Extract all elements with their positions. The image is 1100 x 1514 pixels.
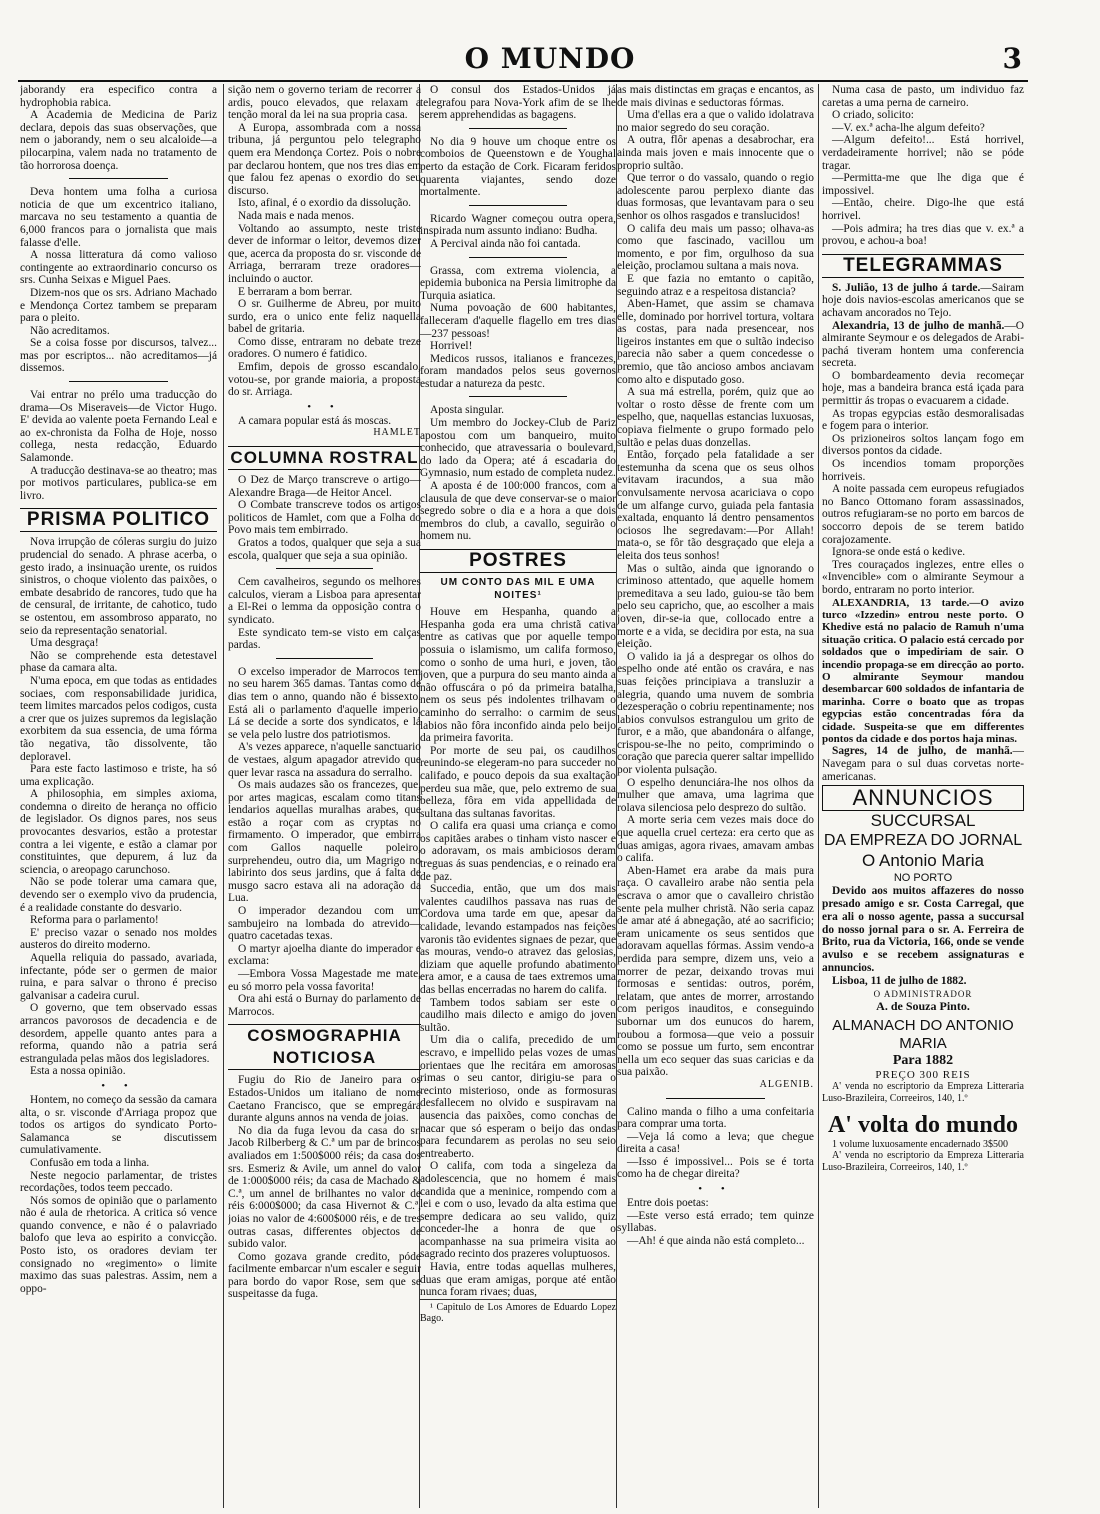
telegram-alexandria-tarde: ALEXANDRIA, 13 tarde.—O avizo turco «Izzedin» entrou neste porto. O Khedive está no palacio de Ramuh n'uma situação critica. O palacio está cercado por soldados que o impediriam de sair. O incendio propaga-se em direcção ao porto. O almirante Seymour mandou desembarcar 600 soldados de infantaria de marinha. Corre o boato que as tropas egypcias estão concentradas fóra da cidade. Suspeita-se que em differentes pontos da cidade e dos portos haja minas. xyxy=(822,596,1024,746)
telegram-heading: Sagres, 14 de julho, de manhã. xyxy=(832,745,1013,758)
paragraph: Fugiu do Rio de Janeiro para os Estados-Unidos um italiano de nome Caetano Francisco, que se empregára durante alguns annos na venda de joias. xyxy=(228,1074,421,1125)
paragraph: Medicos russos, italianos e francezes, foram mandados pelos seus governos estudar a natureza da pestc. xyxy=(420,352,616,390)
paragraph: O imperador dezandou com um sambujeiro na lombada do atrevido—quatro cacetadas texas. xyxy=(228,905,421,943)
ad-almanach-year: Para 1882 xyxy=(892,1052,954,1068)
ad-antonio-maria: O Antonio Maria xyxy=(862,851,984,871)
paragraph: A sua má estrella, porém, quiz que ao voltar o rosto dêsse de frente com um espelho, que, naquellas estancias luxuosas, copiava fielmente o grupo formado pelo sultão e pelas duas donzellas. xyxy=(617,386,814,449)
paragraph: Gratos a todos, qualquer que seja a sua escola, qualquer que seja a sua opinião. xyxy=(228,537,421,562)
separator xyxy=(420,122,616,136)
ad-date: Lisboa, 11 de julho de 1882. xyxy=(832,974,967,987)
paragraph: A noite passada cem europeus refugiados no Banco Ottomano foram assassinados, outros refugiaram-se no porto em barcos de soccorro depois de se terem batido corajozamente. xyxy=(822,483,1024,546)
signature-hamlet: HAMLET xyxy=(373,427,421,439)
paragraph: —Ah! é que ainda não está completo... xyxy=(627,1234,805,1247)
paragraph: Isto, afinal, é o exordio da dissolução. xyxy=(238,197,412,210)
separator xyxy=(228,652,421,666)
paragraph: Que terror o do vassalo, quando o regio adolescente parou perplexo diante das duas formosas, que levantavam para o seu senhor os olhos rasgados e translucidos! xyxy=(617,172,814,222)
section-title-annuncios: ANNUNCIOS xyxy=(822,785,1024,811)
ad-empreza: DA EMPREZA DO JORNAL xyxy=(823,832,1023,850)
paragraph: Um membro do Jockey-Club de Pariz apostou com um banqueiro, muito conhecido, que atravessaria o boulevard, do lado da Opera; até á escadaria do Gymnasio, num estado de completa nudez. xyxy=(420,417,616,480)
paragraph: Deva hontem uma folha a curiosa noticia de que um excentrico italiano, marcava no seu testamento a quantia de 6,000 francos para o jornalista que mais falasse d'elle. xyxy=(20,186,217,249)
ad-almanach-title: ALMANACH DO ANTONIO MARIA xyxy=(832,1016,1014,1052)
paragraph: Uma d'ellas era a que o valido idolatrava no maior segredo do seu coração. xyxy=(617,109,814,134)
paragraph: E que fazia no emtanto o capitão, seguindo atraz e a respeitosa distancia? xyxy=(617,272,814,298)
paragraph: Confusão em toda a linha. xyxy=(30,1156,150,1169)
paragraph: A aposta é de 100:000 francos, com a clausula de que deve conservar-se o maior segredo sobre o dia e a hora a que dois membros do club, a cavallo, seguirão o homem nu. xyxy=(420,480,616,543)
ad-role: O ADMINISTRADOR xyxy=(873,988,973,999)
telegram-body: —Navegam para o sul duas corvetas norte-americanas. xyxy=(822,745,1024,783)
paragraph: A traducção destinava-se ao theatro; mas por motivos particulares, publica-se em livro. xyxy=(20,464,217,502)
paragraph: A camara popular está ás moscas. xyxy=(238,414,392,427)
paragraph: A philosophia, em simples axioma, condemna o direito de herança no officio de legislador. Os dignos pares, nos seus provocantes desvarios, estão a protestar contra a lei vigente, e estão a clamar por constituintes, que depurem, á luz da sciencia, o areopago carunchoso. xyxy=(20,788,217,876)
paragraph: Não acreditamos. xyxy=(30,324,110,337)
newspaper-title: O MUNDO xyxy=(464,42,636,75)
paragraph: Houve em Hespanha, quando a Hespanha goda era uma christã cativa entre as cativas que por aquelle tempo possuia o islamismo, um califa formoso, como o sonho de uma huri, e joven, tão joven, que a purpura do seu manto ainda a não offuscára o pó da primeira batalha, nem os seus pés indolentes trilhavam o caminho do serralho: o carmim de seus labios não fôra inconfido ainda pelo beijo da primeira favorita. xyxy=(420,606,616,745)
ad-volta-do-mundo-title: A' volta do mundo xyxy=(827,1111,1019,1138)
paragraph: Os prizioneiros soltos lançam fogo em diversos pontos da cidade. xyxy=(822,432,1024,458)
paragraph: O sr. Guilherme de Abreu, por muito surdo, era o unico ente feliz naquella babel de gritaria. xyxy=(228,298,421,336)
column-2 xyxy=(228,84,421,1504)
paragraph: A Academia de Medicina de Pariz declara, depois das suas observações, que nem o jaborandy, nem o seu alcaloide—a pilocarpina, valem nada no tratamento de tão horrorosa doença. xyxy=(20,109,217,172)
paragraph: A morte seria cem vezes mais doce do que aquella cruel certeza: era certo que as duas amigas, agora rivaes, amavam ambas o califa. xyxy=(617,814,814,865)
paragraph: Neste negocio parlamentar, de tristes recordações, todos teem peccado. xyxy=(20,1169,217,1195)
paragraph: Como gozava grande credito, póde facilmente embarcar n'um escaler e seguir para bordo do vapor Rose, sem que se suspeitasse da fuga. xyxy=(228,1250,421,1301)
masthead-rule xyxy=(18,80,1028,82)
paragraph: Ricardo Wagner começou outra opera, inspirada num assunto indiano: Budha. xyxy=(420,212,616,238)
paragraph: O espelho denunciára-lhe nos olhos da mulher que amava, uma lagrima que rolava silenciosa pelo desprezo do sultão. xyxy=(617,776,814,814)
paragraph: Numa povoação de 600 habitantes, falleceram d'aquelle flagello em tres dias—237 pessoas! xyxy=(420,302,616,340)
ad-no-porto: NO PORTO xyxy=(893,872,953,885)
paragraph: E berraram a bom berrar. xyxy=(238,285,353,298)
paragraph: Aquella reliquia do passado, avariada, infectante, póde ser o germen de maior ruina, e para salvar o throno é preciso galvanisar a cadeira curul. xyxy=(20,952,217,1002)
column-divider xyxy=(223,84,224,1508)
paragraph: A's vezes apparece, n'aquelle sanctuario de vestaes, algum apagador atrevido que quer levar rasca na assadura do serralho. xyxy=(228,741,421,779)
paragraph: Ignora-se onde está o kedive. xyxy=(832,546,966,559)
paragraph: O califa deu mais um passo; olhava-as como que fascinado, vacillou um momento, e por fim, orgulhoso da sua eleição, proclamou sultana a mais nova. xyxy=(617,222,814,273)
paragraph: Entre dois poetas: xyxy=(627,1197,709,1210)
paragraph: —Embora Vossa Magestade me mate, eu só morro pela vossa favorita! xyxy=(228,968,421,993)
paragraph: —Isso é impossivel... Pois se é torta como ha de chegar direita? xyxy=(617,1155,814,1181)
paragraph: Para este facto lastimoso e triste, ha só uma explicação. xyxy=(20,763,217,788)
ad-signature: A. de Souza Pinto. xyxy=(876,999,970,1014)
paragraph: Aben-Hamet era arabe da mais pura raça. O cavalleiro arabe não sentia pela escrava o amor que o cavalleiro christão sente pela mulher christã. Não seria capaz de amar até á abnegação, até ao sacrificio; eram unicamente os seus sentidos que adoravam aquellas fórmas. Assim vendo-a perdida para sempre, dizem uns, veio a morrer de pezar, deixando trovas mui formosas e sentidas: outros, porém, relatam, que antes de morrer, arrostando com perigos inauditos, e conseguindo subornar um dos eunucos do harem, roubou a formosa—que veio a possuir como se possue um furto, sem encontrar nella um eco sequer das suas caricias e da sua paixão. xyxy=(617,864,814,1079)
paragraph: O califa, com toda a singeleza da adolescencia, que no homem é mais candida que a meninice, rompendo com a lei e com o uso, levado da alta estima que sempre dedicara ao seu valido, quiz conceder-lhe a honra de que o acompanhasse na sua primeira visita ao sagrado recinto dos prazeres voluptuosos. xyxy=(420,1160,616,1261)
paragraph: A Europa, assombrada com a nossa tribuna, já perguntou pelo telegrapho quem era Mendonça Cortez. Pois o nobre par declarou hontem, que nos tres dias em que falou fez apenas o exordio do seu discurso. xyxy=(228,121,421,197)
separator xyxy=(420,251,616,265)
paragraph: N'uma epoca, em que todas as entidades sociaes, com responsabilidade juridica, teem limites marcados pelos codigos, custa a crer que os juizes supremos da legislação exorbitem da sua essencia, de uma fórma tão negativa, tão dissolvente, tão deploravel. xyxy=(20,674,217,763)
paragraph: Reforma para o parlamento! xyxy=(30,914,159,927)
masthead xyxy=(0,40,1100,76)
paragraph: O Combate transcreve todos os artigos politicos de Hamlet, com que a Folha do Povo mais tem embirrado. xyxy=(228,499,421,537)
paragraph: Havia, entre todas aquellas mulheres, duas que eram amigas, porque até então nunca foram rivaes; duas, xyxy=(420,1261,616,1299)
section-title-columna-rostral: COLUMNA ROSTRAL xyxy=(228,446,421,470)
footnote: ¹ Capitulo de Los Amores de Eduardo Lopez Bago. xyxy=(420,1299,616,1325)
dots-separator: • • xyxy=(307,400,342,413)
paragraph: As tropas egypcias estão desmoralisadas e fogem para o interior. xyxy=(822,407,1024,433)
telegram-body: —Sairam hoje dois navios-escolas americanos que se achavam ancorados no Tejo. xyxy=(822,281,1024,319)
paragraph: Grassa, com extrema violencia, a epidemia bubonica na Persia limitrophe da Turquia asiatica. xyxy=(420,264,616,302)
paragraph: Um dia o califa, precedido de um escravo, e impellido pelas vozes de umas orientaes que lhe recitára em amorosas rimas o seu cantor, dirigiu-se para o recinto misterioso, onde as formosuras desfallecem no olvido e suspiravam na ausencia das paixões, como conchas de nacar que só esperam o beijo das ondas para fecundarem as perolas no seu seio entreaberto. xyxy=(420,1034,616,1160)
column-5 xyxy=(822,84,1024,1504)
separator xyxy=(420,390,616,404)
paragraph: Hontem, no começo da sessão da camara alta, o sr. visconde d'Arriaga propoz que todos os artigos do syndicato Porto-Salamanca se discutissem cumulativamente. xyxy=(20,1093,217,1157)
paragraph: Este syndicato tem-se visto em calças pardas. xyxy=(228,626,421,652)
paragraph: Tres couraçados inglezes, entre elles o «Invencible» com o almirante Seymour a bordo, entraram no porto interior. xyxy=(822,558,1024,596)
paragraph: Por morte de seu pai, os caudilhos reunindo-se elegeram-no para succeder no califado, e pouco depois da sua exaltação perdeu sua mãe, que, pelo extremo de sua belleza, fôra em vida appellidada de sultana das sultanas favoritas. xyxy=(420,744,616,820)
paragraph: Mas o sultão, ainda que ignorando o criminoso attentado, que aquelle homem premeditava a seu lado, guiou-se tão bem pelo seu capricho, que, ao escolher a mais joven, dir-se-ia que, collocado entre a morte e a vida, se decidira por esta, na sua eleição. xyxy=(617,562,814,651)
ad-succursal: SUCCURSAL xyxy=(870,811,976,831)
paragraph: A Percival ainda não foi cantada. xyxy=(430,237,581,250)
paragraph: Ora ahi está o Burnay do parlamento de Marrocos. xyxy=(228,993,421,1018)
paragraph: Esta a nossa opinião. xyxy=(30,1065,126,1078)
paragraph: —Então, cheire. Digo-lhe que está horrivel. xyxy=(822,197,1024,222)
paragraph: O consul dos Estados-Unidos já telegrafou para Nova-York afim de se lhe serem apprehendidas as bagagens. xyxy=(420,84,616,122)
dots-separator: • • xyxy=(101,1079,136,1092)
paragraph: O califa era quasi uma criança e como os capitães arabes o tinham visto nascer e o adoravam, os mais ambiciosos deram treguas ás suas pendencias, e o reinado era de paz. xyxy=(420,820,616,883)
ad-almanach-price: PREÇO 300 REIS xyxy=(875,1068,971,1081)
paragraph: sição nem o governo teriam de recorrer a ardis, pouco elevados, que relaxam a tenção moral da lei na sua propria casa. xyxy=(228,84,421,122)
paragraph: Os incendios tomam proporções horriveis. xyxy=(822,458,1024,483)
paragraph: O Dez de Março transcreve o artigo—Alexandre Braga—de Heitor Ancel. xyxy=(228,474,421,499)
column-divider xyxy=(818,84,819,1508)
paragraph: E' preciso vazar o senado nos moldes austeros do direito moderno. xyxy=(20,926,217,952)
paragraph: —Este verso está errado; tem quinze syllabas. xyxy=(617,1209,814,1235)
ad-almanach-sale: A' venda no escriptorio da Empreza Litteraria Luso-Brazileira, Correeiros, 140, 1.º xyxy=(822,1081,1024,1104)
section-title-postres: POSTRES xyxy=(420,549,616,573)
paragraph: Como disse, entraram no debate treze oradores. O numero é fatidico. xyxy=(228,335,421,361)
separator xyxy=(20,172,217,186)
separator xyxy=(228,562,421,576)
paragraph: Nova irrupção de cóleras surgiu do juizo prudencial do senado. A phrase acerba, o gesto irado, a insinuação urente, os ruidos sinistros, o choque violento das paixões, o embate desabrido de rancores, tudo que ha de censural, de irritante, de cahotico, tudo se ostentou, em assombroso apparato, no seio da representação senatorial. xyxy=(20,536,217,637)
telegram-body: —O almirante Seymour e os delegados de Arabi-pachá tiveram hontem uma conferencia secreta. xyxy=(822,319,1024,370)
paragraph: Uma desgraça! xyxy=(30,637,99,650)
paragraph: —V. ex.ª acha-lhe algum defeito? xyxy=(832,121,985,134)
paragraph: Calino manda o filho a uma confeitaria para comprar uma torta. xyxy=(617,1105,814,1131)
paragraph: —Algum defeito!... Está horrivel, verdadeiramente horrivel; não se póde tragar. xyxy=(822,134,1024,172)
paragraph: Se a coisa fosse por discursos, talvez... mas por escriptos... não acreditamos—já dissemos. xyxy=(20,337,217,375)
section-title-cosmographia-noticiosa: COSMOGRAPHIA NOTICIOSA xyxy=(228,1024,421,1070)
separator xyxy=(420,199,616,213)
ad-volta-volume: 1 volume luxuosamente encadernado 3$500 xyxy=(832,1138,1009,1150)
column-4 xyxy=(617,84,814,1504)
paragraph: O criado, solicito: xyxy=(832,109,914,122)
paragraph: Emfim, depois de grosso escandalo, votou-se, por grande maioria, a proposta do sr. Arriaga. xyxy=(228,361,421,399)
separator xyxy=(617,1092,814,1106)
paragraph: O valido ia já a despregar os olhos do espelho onde até então os cravára, e nas suas feições principiava a transluzir a alegria, quando uma nuvem de sombria dezesperação o cobriu repentinamente; nos labios convulsos estrangulou um grito de furor, e a mão, que abandonára o alfange, crispou-se-lhe no peito, comprimindo o coração que parecia querer saltar impellido por violenta pulsação. xyxy=(617,650,814,777)
ad-body: Devido aos muitos affazeres do nosso presado amigo e sr. Costa Carregal, que era ali o nosso agente, passa a succursal do nosso jornal para o sr. A. Ferreira de Brito, rua da Victoria, 166, onde se vende avulso e se recebem assignaturas e annuncios. xyxy=(822,885,1024,974)
paragraph: Cem cavalheiros, segundo os melhores calculos, vieram a Lisboa para apresentar a El-Rei o lemma da opposição contra o syndicato. xyxy=(228,576,421,626)
paragraph: O excelso imperador de Marrocos tem no seu harem 365 damas. Tantas como de dias tem o anno, quando não é bissexto. Está ali o parlamento d'aquelle imperio. Lá se decide a sorte dos syndicatos, e lá se vela pelo lustre dos patriotismos. xyxy=(228,665,421,741)
paragraph: Vai entrar no prélo uma traducção do drama—Os Miseraveis—de Victor Hugo. E' devida ao valente poeta Fernando Leal e ao ex-chronista da Folha de Hoje, nosso collega, nesta redacção, Eduardo Salamonde. xyxy=(20,389,217,465)
section-title-prisma-politico: PRISMA POLITICO xyxy=(20,508,217,532)
paragraph: A outra, flôr apenas a desabrochar, era ainda mais joven e mais innocente que o proprio sultão. xyxy=(617,134,814,172)
paragraph: as mais distinctas em graças e encantos, as de mais divinas e seductoras fórmas. xyxy=(617,84,814,109)
paragraph: Os mais audazes são os francezes, que, por artes magicas, escalam como titans lendarios aquellas muralhas arabes, que estão a roçar com as cryptas no firmamento. O imperador, que embirra com Gallos naquelle poleiro, surprehendeu, outro dia, um Magrigo no labirinto dos seus jardins, que á falta de musgo sacro estava ali na adoração da Lua. xyxy=(228,779,421,905)
paragraph: —Pois admira; ha tres dias que v. ex.ª a provou, e achou-a boa! xyxy=(822,222,1024,248)
paragraph: O martyr ajoelha diante do imperador e exclama: xyxy=(228,942,421,968)
paragraph: Succedia, então, que um dos mais valentes caudilhos passava nas ruas de Cordova uma tarde em que, apesar da calidade, levando estampados nas feições varonis tão evidentes signaes de pezar, que as mouras, vendo-o atravez das gelosias, diziam que aquelle profundo abatimento era amor, e a causa de taes extremos uma das bellas encerradas no harem do califa. xyxy=(420,883,616,996)
telegram-heading: S. Julião, 13 de julho á tarde. xyxy=(832,281,981,294)
page-number: 3 xyxy=(1002,42,1022,75)
paragraph: Então, forçado pela fatalidade a ser testemunha da scena que os seus olhos evitavam iracundos, a sua mão convulsamente nervosa acariciava o copo de um alfange curvo, guiada pela fantasia exaltada, enquanto lá dentro pensamentos ociosos lhe segredavam:—Por Allah! mata-o, se fôr tão desgraçado que eleja a eleita dos teus sonhos! xyxy=(617,449,814,562)
column-1 xyxy=(20,84,217,1504)
paragraph: Aben-Hamet, que assim se chamava elle, dominado por horrivel tortura, voltara as costas, para nada presencear, nos ligeiros instantes em que o sultão indeciso parecia não saber a quem concedesse o premio, que tão ancioso ambos anciavam como alto e disputado goso. xyxy=(617,298,814,386)
ad-volta-sale: A' venda no escriptorio da Empreza Litteraria Luso-Brazileira, Correeiros, 140, 1.º xyxy=(822,1150,1024,1173)
story-title: UM CONTO DAS MIL E UMA NOITES¹ xyxy=(440,577,596,601)
telegram-heading: Alexandria, 13 de julho de manhã. xyxy=(832,319,1005,332)
paragraph: Dizem-nos que os srs. Adriano Machado e Mendonça Cortez tambem se preparam para o pleito. xyxy=(20,286,217,325)
paragraph: Não se pode tolerar uma camara que, devendo ser o exemplo vivo da prudencia, é a realidade constante do desvario. xyxy=(20,876,217,914)
paragraph: jaborandy era especifico contra a hydrophobia rabica. xyxy=(20,84,217,109)
paragraph: Numa casa de pasto, um individuo faz caretas a uma perna de carneiro. xyxy=(822,84,1024,109)
signature-algenib: ALGENIB. xyxy=(759,1078,814,1090)
paragraph: Horrivel! xyxy=(430,340,473,353)
paragraph: Tambem todos sabiam ser este o caudilho mais dilecto e amigo do joven sultão. xyxy=(420,996,616,1034)
paragraph: Aposta singular. xyxy=(430,404,505,417)
paragraph: —Permitta-me que lhe diga que é impossivel. xyxy=(822,172,1024,197)
dots-separator: • • xyxy=(698,1183,733,1196)
separator xyxy=(20,375,217,389)
section-title-telegrammas: TELEGRAMMAS xyxy=(822,254,1024,278)
paragraph: —Veja lá como a leva; que chegue direita a casa! xyxy=(617,1130,814,1156)
paragraph: No dia 9 houve um choque entre os comboios de Queenstown e de Youghal perto da estação de Cork. Ficaram feridos quarenta viajantes, sendo doze mortalmente. xyxy=(420,135,616,199)
paragraph: A nossa litteratura dá como valioso contingente ao extraordinario concurso os srs. Cunha Seixas e Miguel Paes. xyxy=(20,249,217,287)
paragraph: O bombardeamento devia recomeçar hoje, mas a bandeira branca está içada para permittir ás tropas o evacuarem a cidade. xyxy=(822,369,1024,408)
column-3 xyxy=(420,84,616,1504)
paragraph: Voltando ao assumpto, neste triste dever de informar o leitor, devemos dizer que, acerca da proposta do sr. visconde de Arriaga, berraram treze oradores—incluindo o auctor. xyxy=(228,222,421,285)
paragraph: O governo, que tem observado essas arrancos pavorosos de decadencia e de desordem, appelle quanto antes para a reforma, quando não a patria será estrangulada pelas mãos dos legisladores. xyxy=(20,1002,217,1065)
paragraph: No dia da fuga levou da casa do sr. Jacob Rilberberg & C.ª um par de brincos avaliados em 1:500$000 réis; da casa dos srs. Esmeriz & Avile, um annel do valor de 1:000$000 réis; da casa de Machado & C.ª, um annel de brilhantes no valor de réis 6:000$000; da casa Hivernot & C.ª, joias no valor de 4:600$000 réis, e de tres outras casas, differentes objectos de subido valor. xyxy=(228,1124,421,1251)
paragraph: Nada mais e nada menos. xyxy=(238,209,355,222)
paragraph: Não se comprehende esta detestavel phase da camara alta. xyxy=(20,649,217,675)
paragraph: Nós somos de opinião que o parlamento não é aula de rhetorica. A critica só vence quando convence, e não é o palavriado balofo que leva ao espirito a convicção. Posto isto, os oradores deviam ter consignado no «regimento» o limite maximo das suas palestras. Assim, nem a oppo- xyxy=(20,1194,217,1295)
